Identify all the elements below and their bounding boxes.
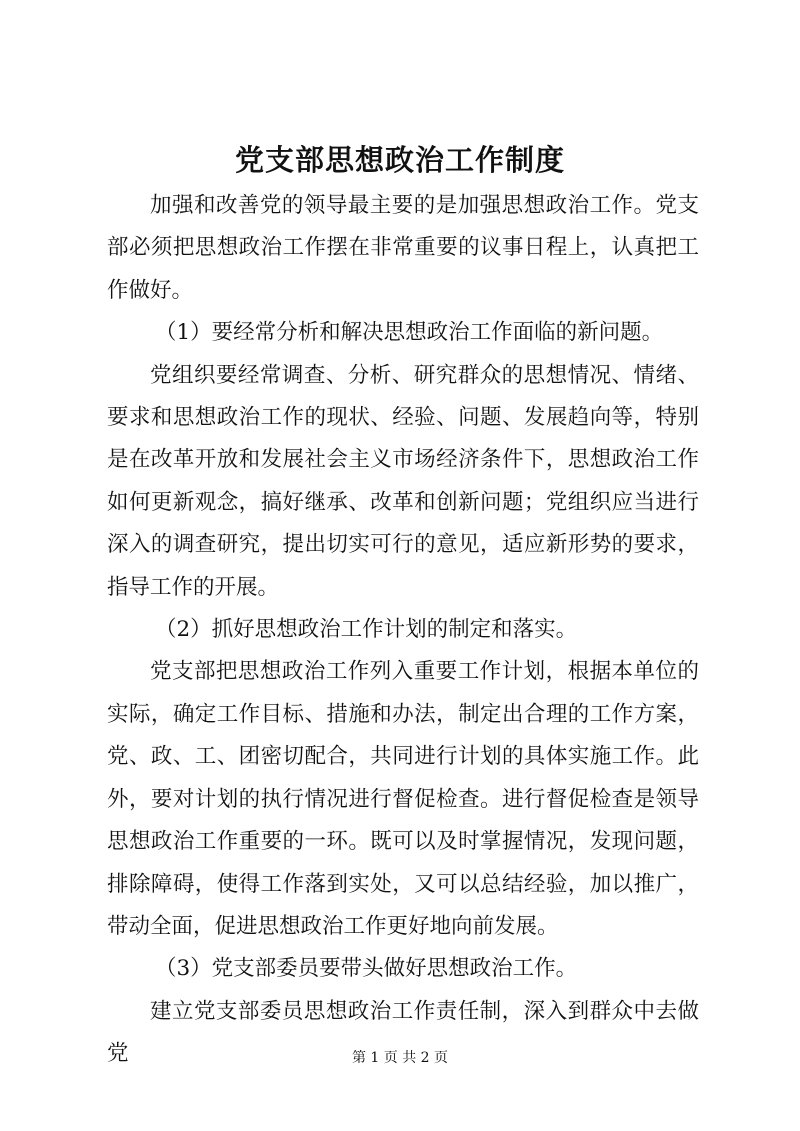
section-1-body: 党组织要经常调查、分析、研究群众的思想情况、情绪、要求和思想政治工作的现状、经验、问题、发展趋向等，特别是在改革开放和发展社会主义市场经济条件下，思想政治工作如何更新观念，搞好继承、改革和创新问题；党组织应当进行深入的调查研究，提出切实可行的意见，适应新形势的要求，指导工作的开展。 — [107, 362, 699, 600]
section-2-body: 党支部把思想政治工作列入重要工作计划，根据本单位的实际，确定工作目标、措施和办法，制定出合理的工作方案，党、政、工、团密切配合，共同进行计划的具体实施工作。此外，要对计划的执行情况进行督促检查。进行督促检查是领导思想政治工作重要的一环。既可以及时掌握情况，发现问题，排除障碍，使得工作落到实处，又可以总结经验，加以推广，带动全面，促进思想政治工作更好地向前发展。 — [107, 659, 699, 939]
section-2-heading: （2）抓好思想政治工作计划的制定和落实。 — [155, 617, 578, 643]
section-1-heading: （1）要经常分析和解决思想政治工作面临的新问题。 — [155, 320, 664, 346]
document-body — [107, 185, 699, 1076]
section-3-body: 建立党支部委员思想政治工作责任制，深入到群众中去做党 — [107, 998, 699, 1067]
section-3-heading: （3）党支部委员要带头做好思想政治工作。 — [155, 956, 578, 982]
page-number-footer: 第 1 页 共 2 页 — [351, 1050, 449, 1066]
document-title: 党支部思想政治工作制度 — [234, 143, 565, 177]
intro-paragraph: 加强和改善党的领导最主要的是加强思想政治工作。党支部必须把思想政治工作摆在非常重要的议事日程上，认真把工作做好。 — [107, 193, 699, 303]
